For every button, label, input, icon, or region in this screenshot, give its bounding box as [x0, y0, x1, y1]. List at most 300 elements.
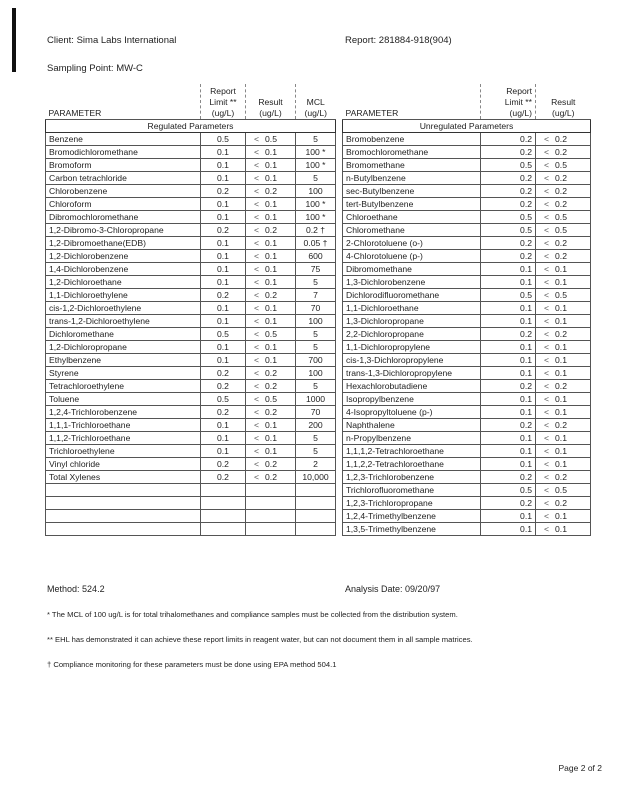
table-row: [46, 380, 336, 393]
parameter-name: Vinyl chloride: [46, 458, 201, 471]
section-title-unregulated: Unregulated Parameters: [343, 120, 591, 133]
parameter-name: Dichloromethane: [46, 328, 201, 341]
report-limit: 0.1: [481, 445, 536, 458]
table-row: [46, 302, 336, 315]
table-row: [343, 211, 591, 224]
result-cell: [536, 432, 591, 445]
footnote-mcl: * The MCL of 100 ug/L is for total trihalomethanes and compliance samples must be collected from the distribution system.: [47, 610, 458, 619]
less-than-sign: <: [544, 264, 550, 274]
result-cell: [246, 341, 296, 354]
result-value: 0.1: [265, 355, 277, 365]
parameter-name: 1,1-Dichloropropylene: [343, 341, 481, 354]
result-cell: [536, 289, 591, 302]
mcl-value: 5: [296, 445, 336, 458]
parameter-name: 1,1-Dichloroethane: [343, 302, 481, 315]
result-cell: [536, 510, 591, 523]
table-row: [343, 263, 591, 276]
table-row: [343, 419, 591, 432]
table-row: [46, 367, 336, 380]
less-than-sign: <: [544, 446, 550, 456]
parameter-name: Chloromethane: [343, 224, 481, 237]
less-than-sign: <: [544, 524, 550, 534]
less-than-sign: <: [254, 342, 260, 352]
result-value: 0.2: [555, 134, 567, 144]
result-cell: [536, 302, 591, 315]
mcl-value: 5: [296, 341, 336, 354]
result-value: 0.1: [555, 433, 567, 443]
result-value: 0.1: [555, 303, 567, 313]
report-limit: 0.1: [481, 276, 536, 289]
less-than-sign: <: [254, 134, 260, 144]
mcl-value: 75: [296, 263, 336, 276]
parameter-name: Chloroform: [46, 198, 201, 211]
result-value: 0.1: [555, 446, 567, 456]
result-cell: [246, 380, 296, 393]
table-row: [46, 341, 336, 354]
result-value: 0.1: [555, 524, 567, 534]
result-value: 0.2: [265, 186, 277, 196]
report-limit: 0.5: [201, 133, 246, 146]
mcl-value: 5: [296, 276, 336, 289]
result-value: 0.1: [555, 277, 567, 287]
report-limit: 0.5: [481, 289, 536, 302]
result-cell: [246, 211, 296, 224]
parameter-name: 1,2,4-Trichlorobenzene: [46, 406, 201, 419]
less-than-sign: <: [544, 290, 550, 300]
parameter-name: 1,2-Dichlorobenzene: [46, 250, 201, 263]
result-value: 0.1: [555, 368, 567, 378]
less-than-sign: <: [254, 329, 260, 339]
result-value: 0.1: [555, 342, 567, 352]
parameter-name: Trichloroethylene: [46, 445, 201, 458]
result-value: 0.1: [555, 459, 567, 469]
report-limit: 0.1: [201, 315, 246, 328]
result-value: 0.2: [555, 329, 567, 339]
parameter-name: Styrene: [46, 367, 201, 380]
report-limit: 0.2: [481, 497, 536, 510]
section-title-regulated: Regulated Parameters: [46, 120, 336, 133]
less-than-sign: <: [254, 472, 260, 482]
empty-cell: [46, 484, 201, 497]
empty-cell: [46, 510, 201, 523]
parameter-name: 2-Chlorotoluene (o-): [343, 237, 481, 250]
report-limit: 0.5: [481, 484, 536, 497]
parameter-name: 1,1-Dichloroethylene: [46, 289, 201, 302]
client-line: [47, 35, 176, 46]
empty-row: [46, 497, 336, 510]
table-row: [46, 159, 336, 172]
table-row: [343, 133, 591, 146]
result-value: 0.1: [265, 277, 277, 287]
table-row: [343, 198, 591, 211]
report-limit: 0.2: [481, 133, 536, 146]
less-than-sign: <: [254, 173, 260, 183]
report-limit: 0.2: [201, 380, 246, 393]
less-than-sign: <: [254, 316, 260, 326]
report-limit: 0.2: [201, 185, 246, 198]
result-cell: [536, 328, 591, 341]
report-limit: 0.2: [481, 471, 536, 484]
report-limit: 0.2: [481, 237, 536, 250]
result-value: 0.1: [555, 394, 567, 404]
result-cell: [536, 367, 591, 380]
mcl-value: 600: [296, 250, 336, 263]
result-cell: [246, 458, 296, 471]
result-value: 0.1: [555, 264, 567, 274]
parameter-name: Bromodichloromethane: [46, 146, 201, 159]
less-than-sign: <: [254, 407, 260, 417]
parameter-name: 1,2-Dibromo-3-Chloropropane: [46, 224, 201, 237]
empty-cell: [201, 484, 246, 497]
empty-cell: [201, 523, 246, 536]
table-row: [46, 224, 336, 237]
table-row: [46, 393, 336, 406]
parameter-name: Isopropylbenzene: [343, 393, 481, 406]
mcl-value: 70: [296, 406, 336, 419]
mcl-value: 2: [296, 458, 336, 471]
result-value: 0.1: [265, 433, 277, 443]
table-row: [343, 458, 591, 471]
report-line: [345, 35, 452, 46]
col-result: Result (ug/L): [536, 84, 591, 120]
result-cell: [536, 276, 591, 289]
parameter-name: 4-Chlorotoluene (p-): [343, 250, 481, 263]
empty-row: [46, 510, 336, 523]
parameter-name: Bromoform: [46, 159, 201, 172]
col-report-limit: Report Limit ** (ug/L): [201, 84, 246, 120]
less-than-sign: <: [544, 212, 550, 222]
footnote-compliance: † Compliance monitoring for these parameters must be done using EPA method 504.1: [47, 660, 337, 669]
table-row: [46, 458, 336, 471]
report-limit: 0.2: [481, 146, 536, 159]
empty-cell: [201, 497, 246, 510]
result-cell: [246, 471, 296, 484]
result-value: 0.5: [555, 212, 567, 222]
report-limit: 0.5: [481, 224, 536, 237]
less-than-sign: <: [544, 277, 550, 287]
report-limit: 0.2: [481, 328, 536, 341]
parameter-name: n-Butylbenzene: [343, 172, 481, 185]
less-than-sign: <: [544, 459, 550, 469]
parameter-name: Trichlorofluoromethane: [343, 484, 481, 497]
analysis-date-value: 09/20/97: [405, 584, 441, 594]
parameter-name: 1,1,1-Trichloroethane: [46, 419, 201, 432]
less-than-sign: <: [544, 160, 550, 170]
result-value: 0.2: [265, 225, 277, 235]
less-than-sign: <: [544, 225, 550, 235]
result-cell: [246, 172, 296, 185]
parameter-name: 1,1,1,2-Tetrachloroethane: [343, 445, 481, 458]
table-row: [46, 419, 336, 432]
result-cell: [536, 237, 591, 250]
report-limit: 0.1: [201, 419, 246, 432]
empty-cell: [296, 510, 336, 523]
result-cell: [246, 315, 296, 328]
result-value: 0.5: [265, 329, 277, 339]
report-limit: 0.1: [481, 432, 536, 445]
result-cell: [246, 419, 296, 432]
less-than-sign: <: [544, 381, 550, 391]
report-limit: 0.2: [201, 224, 246, 237]
method-label: Method:: [47, 584, 80, 594]
report-limit: 0.2: [481, 250, 536, 263]
col-result: Result (ug/L): [246, 84, 296, 120]
less-than-sign: <: [544, 433, 550, 443]
table-row: [46, 263, 336, 276]
footnote-report-limit: ** EHL has demonstrated it can achieve these report limits in reagent water, but can not document them in all sample matrices.: [47, 635, 473, 644]
mcl-value: 5: [296, 133, 336, 146]
table-row: [343, 393, 591, 406]
result-value: 0.2: [265, 381, 277, 391]
result-cell: [536, 159, 591, 172]
less-than-sign: <: [254, 459, 260, 469]
result-value: 0.1: [265, 160, 277, 170]
empty-cell: [246, 484, 296, 497]
empty-row: [46, 523, 336, 536]
parameter-name: Chlorobenzene: [46, 185, 201, 198]
result-cell: [536, 458, 591, 471]
result-cell: [536, 419, 591, 432]
table-row: [46, 250, 336, 263]
report-limit: 0.1: [481, 263, 536, 276]
less-than-sign: <: [254, 212, 260, 222]
report-limit: 0.5: [481, 159, 536, 172]
table-row: [343, 289, 591, 302]
result-value: 0.5: [555, 225, 567, 235]
result-cell: [246, 354, 296, 367]
report-limit: 0.1: [481, 354, 536, 367]
sampling-label: Sampling Point:: [47, 63, 114, 74]
report-limit: 0.1: [201, 302, 246, 315]
parameter-name: 1,2,3-Trichloropropane: [343, 497, 481, 510]
method-value: 524.2: [82, 584, 105, 594]
result-cell: [536, 445, 591, 458]
parameter-name: 1,2-Dichloroethane: [46, 276, 201, 289]
result-value: 0.2: [555, 381, 567, 391]
less-than-sign: <: [544, 186, 550, 196]
result-cell: [536, 250, 591, 263]
report-limit: 0.1: [481, 510, 536, 523]
report-limit: 0.2: [201, 289, 246, 302]
less-than-sign: <: [254, 160, 260, 170]
result-value: 0.1: [265, 251, 277, 261]
result-cell: [246, 367, 296, 380]
table-row: [343, 523, 591, 536]
less-than-sign: <: [544, 173, 550, 183]
result-value: 0.1: [265, 238, 277, 248]
empty-cell: [201, 510, 246, 523]
report-limit: 0.2: [481, 185, 536, 198]
result-value: 0.2: [555, 199, 567, 209]
result-value: 0.2: [555, 498, 567, 508]
empty-cell: [246, 497, 296, 510]
result-value: 0.1: [265, 173, 277, 183]
parameter-name: 1,1,2-Trichloroethane: [46, 432, 201, 445]
table-row: [343, 237, 591, 250]
result-value: 0.1: [265, 420, 277, 430]
result-value: 0.1: [265, 147, 277, 157]
result-cell: [246, 146, 296, 159]
less-than-sign: <: [254, 368, 260, 378]
less-than-sign: <: [544, 329, 550, 339]
unregulated-table: [342, 84, 591, 536]
less-than-sign: <: [254, 238, 260, 248]
client-name: Sima Labs International: [76, 35, 177, 46]
result-value: 0.5: [265, 134, 277, 144]
page-number: Page 2 of 2: [558, 763, 602, 773]
mcl-value: 100 *: [296, 211, 336, 224]
report-limit: 0.1: [201, 146, 246, 159]
table-row: [343, 432, 591, 445]
parameter-name: 1,2,3-Trichlorobenzene: [343, 471, 481, 484]
parameter-name: cis-1,2-Dichloroethylene: [46, 302, 201, 315]
parameter-name: Ethylbenzene: [46, 354, 201, 367]
report-limit: 0.2: [201, 406, 246, 419]
result-value: 0.1: [265, 446, 277, 456]
parameter-name: n-Propylbenzene: [343, 432, 481, 445]
report-limit: 0.1: [481, 458, 536, 471]
result-cell: [246, 198, 296, 211]
mcl-value: 5: [296, 328, 336, 341]
table-row: [46, 133, 336, 146]
result-value: 0.5: [555, 290, 567, 300]
mcl-value: 0.05 †: [296, 237, 336, 250]
mcl-value: 100 *: [296, 146, 336, 159]
result-cell: [246, 159, 296, 172]
result-value: 0.2: [555, 186, 567, 196]
table-row: [343, 302, 591, 315]
mcl-value: 100 *: [296, 198, 336, 211]
analysis-date-line: [345, 584, 440, 594]
table-row: [343, 185, 591, 198]
less-than-sign: <: [544, 303, 550, 313]
parameter-name: cis-1,3-Dichloropropylene: [343, 354, 481, 367]
result-cell: [536, 315, 591, 328]
result-value: 0.2: [555, 147, 567, 157]
less-than-sign: <: [544, 420, 550, 430]
empty-cell: [46, 497, 201, 510]
report-number: 281884-918(904): [378, 35, 452, 46]
result-value: 0.1: [265, 212, 277, 222]
table-row: [343, 328, 591, 341]
empty-cell: [246, 510, 296, 523]
table-row: [343, 471, 591, 484]
result-value: 0.2: [555, 238, 567, 248]
parameter-name: 1,3,5-Trimethylbenzene: [343, 523, 481, 536]
table-row: [343, 497, 591, 510]
table-row: [46, 172, 336, 185]
analysis-date-label: Analysis Date:: [345, 584, 403, 594]
mcl-value: 5: [296, 172, 336, 185]
less-than-sign: <: [544, 147, 550, 157]
table-row: [46, 354, 336, 367]
report-limit: 0.1: [481, 406, 536, 419]
result-value: 0.5: [555, 160, 567, 170]
col-parameter: PARAMETER: [46, 84, 201, 120]
report-limit: 0.1: [201, 237, 246, 250]
result-cell: [246, 237, 296, 250]
result-value: 0.2: [555, 251, 567, 261]
parameter-name: tert-Butylbenzene: [343, 198, 481, 211]
result-value: 0.2: [265, 290, 277, 300]
less-than-sign: <: [254, 355, 260, 365]
table-row: [46, 432, 336, 445]
less-than-sign: <: [544, 238, 550, 248]
result-value: 0.2: [555, 472, 567, 482]
less-than-sign: <: [544, 394, 550, 404]
parameter-name: Hexachlorobutadiene: [343, 380, 481, 393]
result-value: 0.2: [555, 420, 567, 430]
report-limit: 0.1: [481, 315, 536, 328]
result-cell: [536, 185, 591, 198]
report-limit: 0.5: [201, 393, 246, 406]
parameter-name: Naphthalene: [343, 419, 481, 432]
mcl-value: 100: [296, 185, 336, 198]
report-limit: 0.1: [201, 198, 246, 211]
result-value: 0.1: [265, 316, 277, 326]
mcl-value: 70: [296, 302, 336, 315]
result-value: 0.1: [265, 303, 277, 313]
less-than-sign: <: [544, 342, 550, 352]
result-value: 0.2: [265, 368, 277, 378]
less-than-sign: <: [544, 498, 550, 508]
report-limit: 0.5: [201, 328, 246, 341]
empty-cell: [46, 523, 201, 536]
parameter-name: sec-Butylbenzene: [343, 185, 481, 198]
report-limit: 0.1: [201, 432, 246, 445]
result-cell: [536, 497, 591, 510]
less-than-sign: <: [544, 511, 550, 521]
result-value: 0.5: [265, 394, 277, 404]
result-cell: [536, 354, 591, 367]
less-than-sign: <: [544, 251, 550, 261]
report-limit: 0.1: [201, 354, 246, 367]
result-value: 0.1: [555, 316, 567, 326]
mcl-value: 700: [296, 354, 336, 367]
mcl-value: 10,000: [296, 471, 336, 484]
mcl-value: 100 *: [296, 159, 336, 172]
mcl-value: 0.2 †: [296, 224, 336, 237]
table-row: [46, 211, 336, 224]
less-than-sign: <: [254, 186, 260, 196]
report-label: Report:: [345, 35, 377, 46]
parameter-name: 1,3-Dichlorobenzene: [343, 276, 481, 289]
result-cell: [536, 523, 591, 536]
result-cell: [536, 471, 591, 484]
mcl-value: 7: [296, 289, 336, 302]
result-cell: [536, 380, 591, 393]
less-than-sign: <: [544, 199, 550, 209]
less-than-sign: <: [254, 420, 260, 430]
table-row: [46, 146, 336, 159]
table-row: [343, 510, 591, 523]
report-limit: 0.1: [201, 276, 246, 289]
less-than-sign: <: [544, 316, 550, 326]
result-value: 0.2: [265, 459, 277, 469]
parameter-name: 1,4-Dichlorobenzene: [46, 263, 201, 276]
less-than-sign: <: [254, 147, 260, 157]
less-than-sign: <: [254, 303, 260, 313]
table-row: [343, 276, 591, 289]
empty-cell: [296, 484, 336, 497]
result-cell: [246, 224, 296, 237]
table-row: [343, 315, 591, 328]
parameter-name: Tetrachloroethylene: [46, 380, 201, 393]
table-row: [46, 276, 336, 289]
parameter-name: 1,3-Dichloropropane: [343, 315, 481, 328]
report-limit: 0.2: [481, 172, 536, 185]
result-cell: [536, 211, 591, 224]
